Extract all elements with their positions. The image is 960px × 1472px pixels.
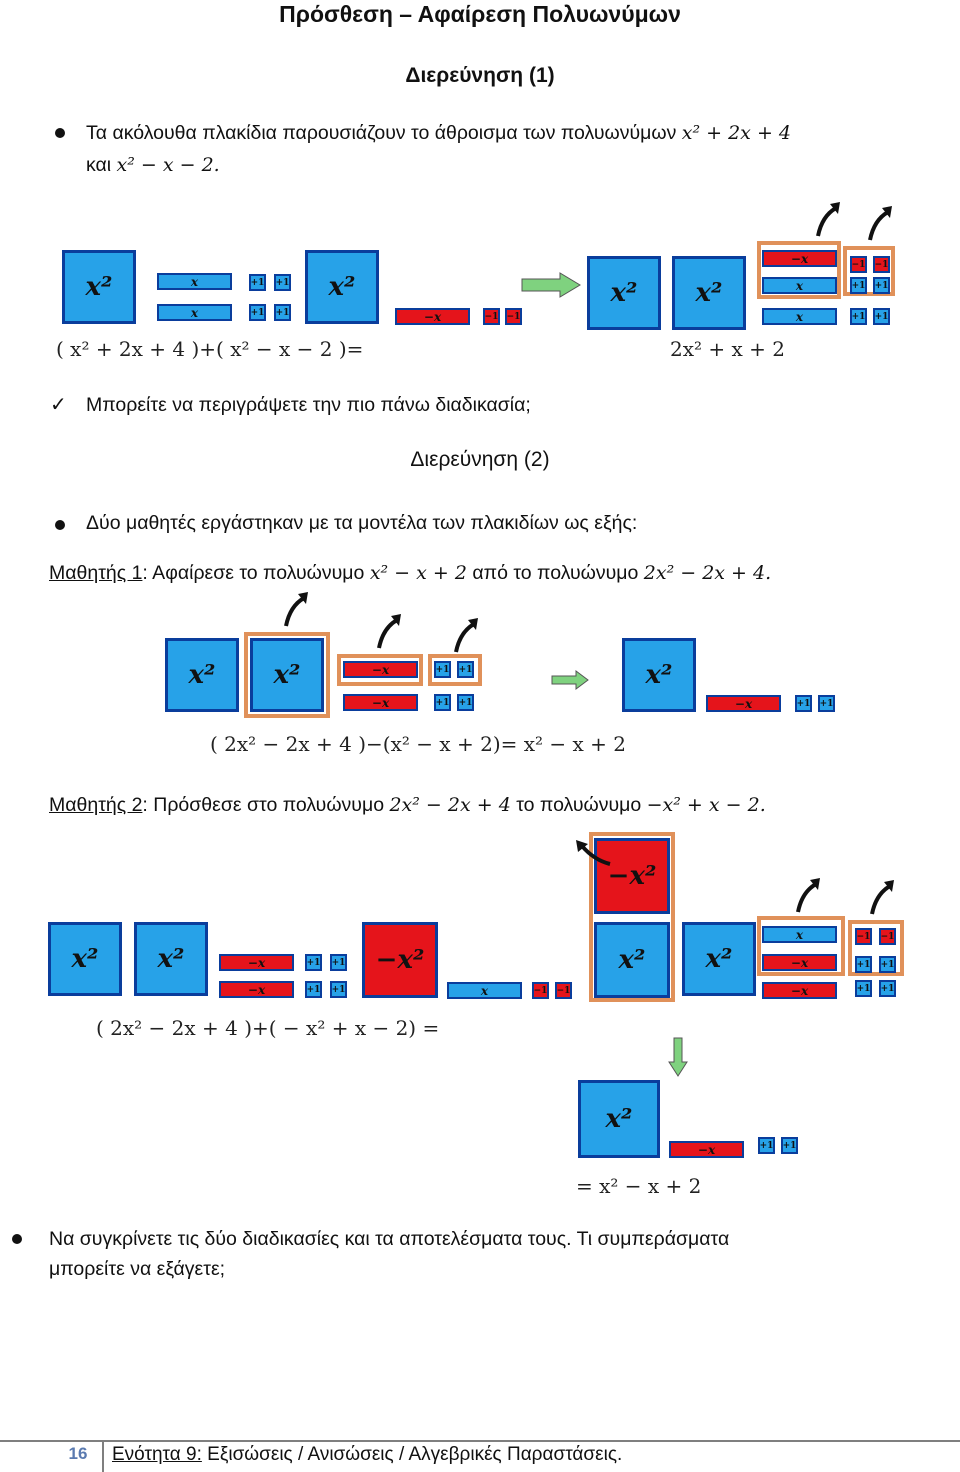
tile-x2: x² — [305, 250, 379, 324]
footer-separator — [102, 1442, 104, 1472]
tile-one: +1 — [758, 1137, 775, 1154]
tile-negx: −x — [669, 1141, 744, 1158]
tile-one: +1 — [818, 695, 835, 712]
tile-negone: −1 — [873, 256, 890, 273]
handwritten-result: 2x² + x + 2 — [670, 337, 785, 361]
compare-text-1: Να συγκρίνετε τις δύο διαδικασίες και τα αποτελέσματα τους. Τι συμπεράσματα — [49, 1228, 730, 1250]
handwritten-expression: ( 2x² − 2x + 4 )+( − x² + x − 2) = — [96, 1016, 440, 1040]
tile-x: x — [157, 304, 232, 321]
student2-text-b: το πολυώνυμο — [516, 794, 642, 816]
tile-diagram-1 — [0, 200, 960, 360]
tile-one: +1 — [274, 274, 291, 291]
curved-arrow-icon — [280, 590, 310, 630]
tile-negone: −1 — [850, 256, 867, 273]
section-heading-2: Διερεύνηση (2) — [410, 448, 550, 471]
footer-chapter — [112, 1444, 622, 1466]
tile-x2: x² — [672, 256, 746, 330]
curved-arrow-icon — [572, 838, 614, 868]
tile-one: +1 — [457, 694, 474, 711]
tile-negx: −x — [706, 695, 781, 712]
tile-x: x — [447, 982, 522, 999]
student1-poly-b: 2x² − 2x + 4. — [643, 562, 772, 584]
tile-negx: −x — [343, 694, 418, 711]
tile-negx2: −x² — [362, 922, 438, 998]
tile-one: +1 — [873, 277, 890, 294]
tile-negone: −1 — [532, 982, 549, 999]
page-title: Πρόσθεση – Αφαίρεση Πολυωνύμων — [279, 1, 681, 27]
student2-label: Μαθητής 2 — [49, 794, 143, 816]
down-arrow-icon — [668, 1036, 688, 1078]
tile-x2: x² — [578, 1080, 660, 1158]
curved-arrow-icon — [866, 878, 896, 918]
tile-negone: −1 — [555, 982, 572, 999]
student1-text-b: από το πολυώνυμο — [472, 562, 639, 584]
tile-negx: −x — [219, 954, 294, 971]
curved-arrow-icon — [864, 204, 894, 244]
student2-poly-b: −x² + x − 2. — [646, 794, 766, 816]
tile-x2: x² — [594, 922, 670, 998]
tile-negone: −1 — [505, 308, 522, 325]
tile-one: +1 — [305, 954, 322, 971]
tile-x: x — [157, 273, 232, 290]
tile-one: +1 — [850, 277, 867, 294]
tile-one: +1 — [434, 694, 451, 711]
tile-one: +1 — [855, 956, 872, 973]
check-text: Μπορείτε να περιγράψετε την πιο πάνω διαδικασία; — [86, 394, 531, 416]
student2-text-a: : Πρόσθεσε στο πολυώνυμο — [142, 794, 385, 816]
curved-arrow-icon — [792, 876, 822, 916]
footer-divider — [0, 1440, 960, 1442]
section-heading-1: Διερεύνηση (1) — [405, 64, 555, 87]
tile-x2: x² — [165, 638, 239, 712]
curved-arrow-icon — [812, 200, 842, 240]
tile-one: +1 — [850, 308, 867, 325]
compare-text-2: μπορείτε να εξάγετε; — [49, 1258, 226, 1280]
and-word: και — [86, 154, 112, 176]
right-arrow-icon — [520, 272, 582, 298]
bullet-icon — [12, 1234, 22, 1244]
tile-negx2: −x² — [594, 838, 670, 914]
tile-one: +1 — [879, 956, 896, 973]
tile-negone: −1 — [879, 928, 896, 945]
student2-line — [49, 790, 766, 820]
page-footer — [0, 1440, 960, 1472]
section1-bullet-text-2 — [86, 150, 220, 180]
tile-x2: x² — [587, 256, 661, 330]
curved-arrow-icon — [450, 616, 480, 656]
polynomial-2: x² − x − 2. — [116, 154, 220, 176]
tile-one: +1 — [434, 661, 451, 678]
tile-one: +1 — [795, 695, 812, 712]
tile-one: +1 — [879, 980, 896, 997]
section1-bullet-text — [86, 118, 791, 148]
student1-poly-a: x² − x + 2 — [369, 562, 467, 584]
tile-negx: −x — [762, 250, 837, 267]
tile-one: +1 — [274, 304, 291, 321]
student1-text-a: : Αφαίρεσε το πολυώνυμο — [142, 562, 365, 584]
tile-one: +1 — [249, 304, 266, 321]
page-number: 16 — [68, 1444, 88, 1463]
student2-poly-a: 2x² − 2x + 4 — [389, 794, 511, 816]
tile-one: +1 — [781, 1137, 798, 1154]
chapter-title: Εξισώσεις / Ανισώσεις / Αλγεβρικές Παραστάσεις. — [201, 1444, 623, 1465]
tile-negx: −x — [395, 308, 470, 325]
tile-x2: x² — [682, 922, 756, 996]
tile-x2: x² — [62, 250, 136, 324]
student1-label: Μαθητής 1 — [49, 562, 143, 584]
chapter-label: Ενότητα 9: — [112, 1444, 202, 1465]
tile-x2: x² — [134, 922, 208, 996]
tile-one: +1 — [330, 981, 347, 998]
tile-diagram-3 — [0, 830, 960, 1210]
polynomial-1: x² + 2x + 4 — [681, 122, 791, 144]
tile-negx: −x — [762, 982, 837, 999]
tile-x: x — [762, 277, 837, 294]
tile-x: x — [762, 926, 837, 943]
bullet-icon — [55, 128, 65, 138]
student1-line — [49, 558, 771, 588]
tile-one: +1 — [305, 981, 322, 998]
handwritten-expression: ( x² + 2x + 4 )+( x² − x − 2 )= — [56, 337, 364, 361]
tile-one: +1 — [249, 274, 266, 291]
tile-x2: x² — [250, 638, 324, 712]
check-icon: ✓ — [50, 394, 67, 416]
tile-one: +1 — [457, 661, 474, 678]
right-arrow-icon — [550, 670, 590, 690]
tile-negx: −x — [219, 981, 294, 998]
tile-one: +1 — [330, 954, 347, 971]
tile-negone: −1 — [483, 308, 500, 325]
bullet-icon — [55, 520, 65, 530]
handwritten-result: = x² − x + 2 — [576, 1174, 702, 1198]
tile-x: x — [762, 308, 837, 325]
tile-one: +1 — [873, 308, 890, 325]
bullet-text: Τα ακόλουθα πλακίδια παρουσιάζουν το άθροισμα των πολυωνύμων — [86, 122, 677, 144]
tile-x2: x² — [622, 638, 696, 712]
tile-negone: −1 — [855, 928, 872, 945]
tile-one: +1 — [855, 980, 872, 997]
tile-diagram-2 — [0, 590, 960, 760]
section2-bullet-text: Δύο μαθητές εργάστηκαν με τα μοντέλα των πλακιδίων ως εξής: — [86, 512, 638, 534]
curved-arrow-icon — [373, 612, 403, 652]
tile-negx: −x — [762, 954, 837, 971]
tile-x2: x² — [48, 922, 122, 996]
handwritten-expression: ( 2x² − 2x + 4 )−(x² − x + 2)= x² − x + 2 — [210, 732, 626, 756]
tile-negx: −x — [343, 661, 418, 678]
